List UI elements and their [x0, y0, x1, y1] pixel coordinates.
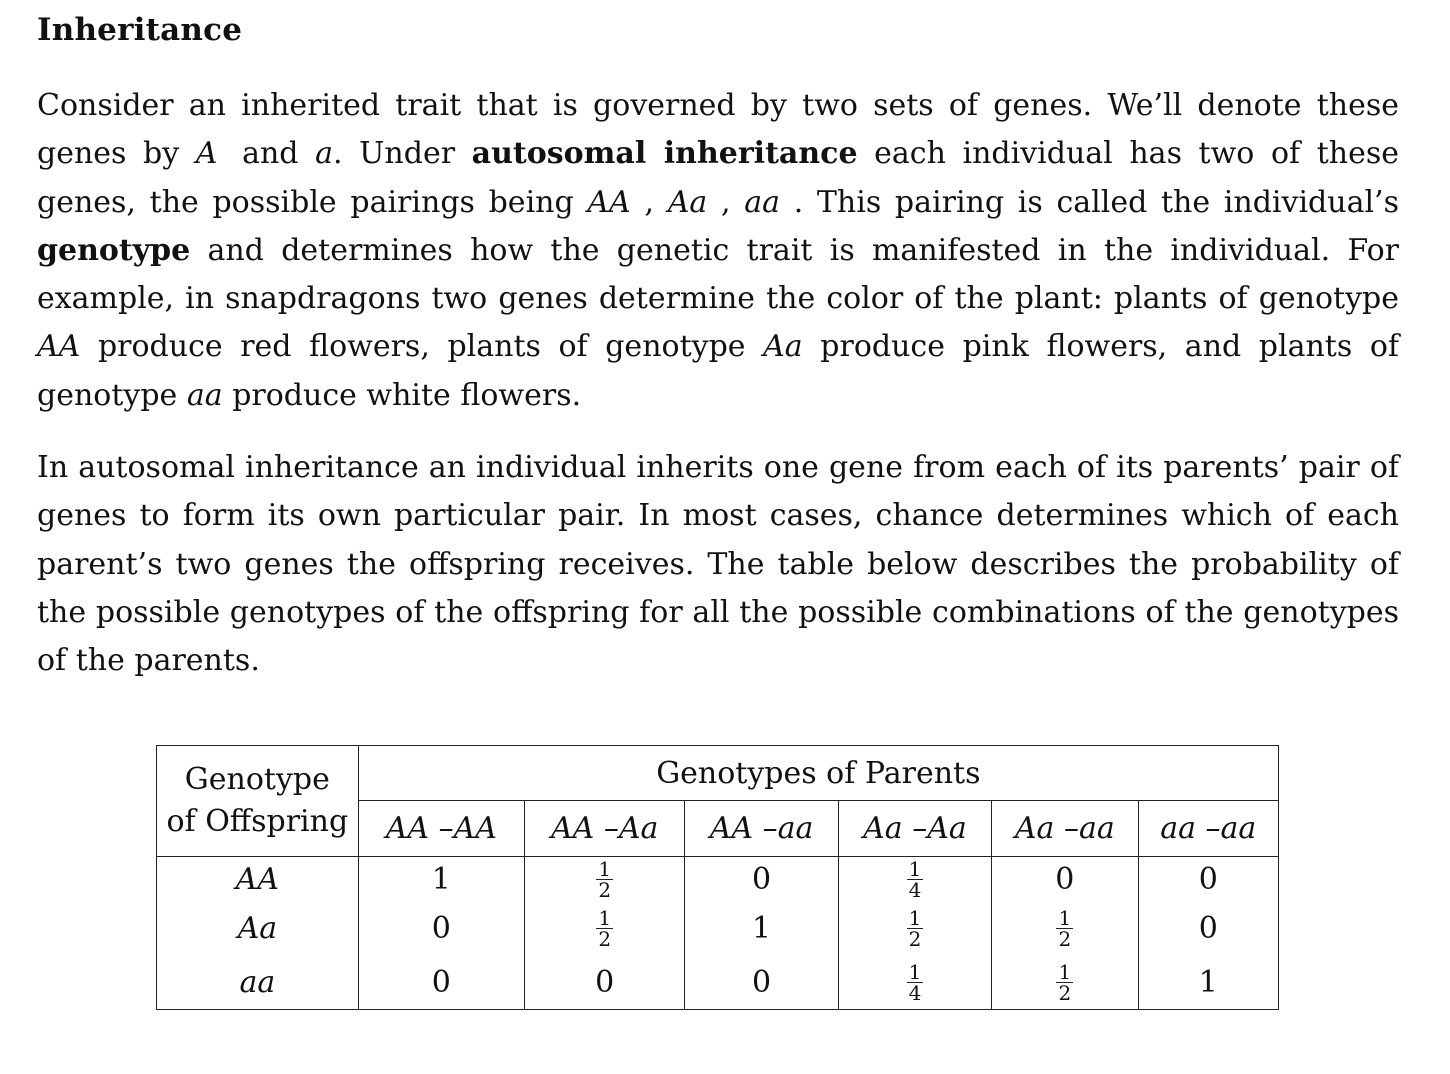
probability-cell [838, 857, 991, 902]
parent-combination-header: aa –aa [1138, 801, 1278, 857]
fraction [596, 856, 613, 902]
probability-cell: 0 [525, 955, 685, 1010]
offspring-header-line1: Genotype [184, 762, 330, 797]
probability-cell [992, 955, 1138, 1010]
fraction-denominator: 2 [1058, 926, 1072, 951]
term-autosomal-inheritance: autosomal inheritance [471, 136, 858, 172]
probability-cell: 1 [431, 861, 451, 897]
parent-combination-header: Aa –aa [992, 801, 1138, 857]
term-genotype: genotype [37, 232, 191, 268]
fraction [1056, 905, 1073, 951]
math-genotype-aa: aa [186, 377, 223, 413]
parent-combination-header: AA –AA [358, 801, 524, 857]
fraction-denominator: 2 [1058, 980, 1072, 1005]
fraction [907, 905, 924, 951]
probability-cell [525, 901, 685, 955]
table-row [157, 857, 1279, 902]
text-run: , [720, 184, 731, 220]
math-genotype-AA: AA [587, 184, 631, 220]
fraction [1056, 959, 1073, 1005]
text-run: , [644, 184, 654, 220]
fraction-numerator: 1 [598, 905, 612, 930]
text-run: . This pairing is called the individual’s [793, 184, 1399, 220]
offspring-genotype-cell: AA [157, 857, 359, 902]
probability-cell: 1 [1138, 955, 1278, 1010]
table-row [157, 955, 1279, 1010]
math-gene-A: A [195, 136, 218, 172]
table-row [157, 901, 1279, 955]
fraction-numerator: 1 [1058, 905, 1072, 930]
fraction-denominator: 2 [908, 926, 922, 951]
offspring-header-line2: of Offspring [166, 804, 349, 839]
fraction [907, 959, 924, 1005]
fraction-denominator: 2 [598, 926, 612, 951]
text-run: and determines how the genetic trait is manifested in the individual. For example, in snapdragons two genes determine the color of the plant: plants of genotype [37, 232, 1399, 317]
math-genotype-AA: AA [37, 329, 81, 365]
fraction-numerator: 1 [598, 856, 612, 881]
text-run: . Under [333, 136, 456, 172]
probability-cell [525, 857, 685, 902]
text-run: and [242, 136, 299, 172]
table-body [157, 857, 1279, 1010]
table-header-row [157, 746, 1279, 801]
probability-cell: 0 [685, 955, 838, 1010]
parent-combination-header: Aa –Aa [838, 801, 991, 857]
offspring-header-cell [157, 746, 359, 857]
fraction-denominator: 4 [908, 877, 922, 902]
fraction-numerator: 1 [908, 905, 922, 930]
probability-cell: 0 [358, 955, 524, 1010]
probability-cell: 0 [1138, 857, 1278, 902]
probability-cell: 1 [685, 901, 838, 955]
paragraph-genotype-intro [37, 82, 1399, 420]
math-gene-a: a [315, 136, 333, 172]
probability-cell [992, 901, 1138, 955]
fraction-numerator: 1 [1058, 959, 1072, 984]
fraction-denominator: 2 [598, 877, 612, 902]
text-run: produce pink flowers, and plants of genotype [37, 329, 1400, 413]
section-title: Inheritance [37, 12, 243, 48]
fraction [907, 856, 924, 902]
genotype-probability-table [156, 745, 1279, 1010]
fraction-numerator: 1 [908, 856, 922, 881]
parent-combination-header: AA –Aa [525, 801, 685, 857]
probability-cell [838, 955, 991, 1010]
text-run: produce white flowers. [232, 377, 582, 413]
fraction [596, 905, 613, 951]
text-run: Consider an inherited trait that is governed by two sets of genes. We’ll denote these genes by [37, 88, 1399, 172]
fraction-numerator: 1 [908, 959, 922, 984]
math-genotype-Aa: Aa [667, 184, 708, 220]
probability-cell: 0 [1138, 901, 1278, 955]
math-genotype-Aa: Aa [763, 329, 803, 365]
offspring-genotype-cell: Aa [157, 901, 359, 955]
text-run: produce red flowers, plants of genotype [97, 329, 746, 365]
math-genotype-aa: aa [744, 184, 780, 220]
probability-cell: 0 [685, 857, 838, 902]
parent-combination-header: AA –aa [685, 801, 838, 857]
parents-header-cell: Genotypes of Parents [358, 746, 1278, 801]
fraction-denominator: 4 [908, 980, 922, 1005]
text-run: each individual has two of these genes, the possible pairings being [37, 136, 1399, 220]
probability-cell: 0 [431, 910, 451, 946]
paragraph-autosomal-inheritance: In autosomal inheritance an individual inherits one gene from each of its parents’ pair of genes to form its own particular pair. In most cases, chance determines which of each parent’s two genes the offspring receives. The table below describes the probability of the possible genotypes of the offspring for all the possible combinations of the genotypes of the parents. [37, 450, 1399, 679]
probability-cell: 0 [992, 857, 1138, 902]
probability-cell [838, 901, 991, 955]
offspring-genotype-cell: aa [157, 955, 359, 1010]
